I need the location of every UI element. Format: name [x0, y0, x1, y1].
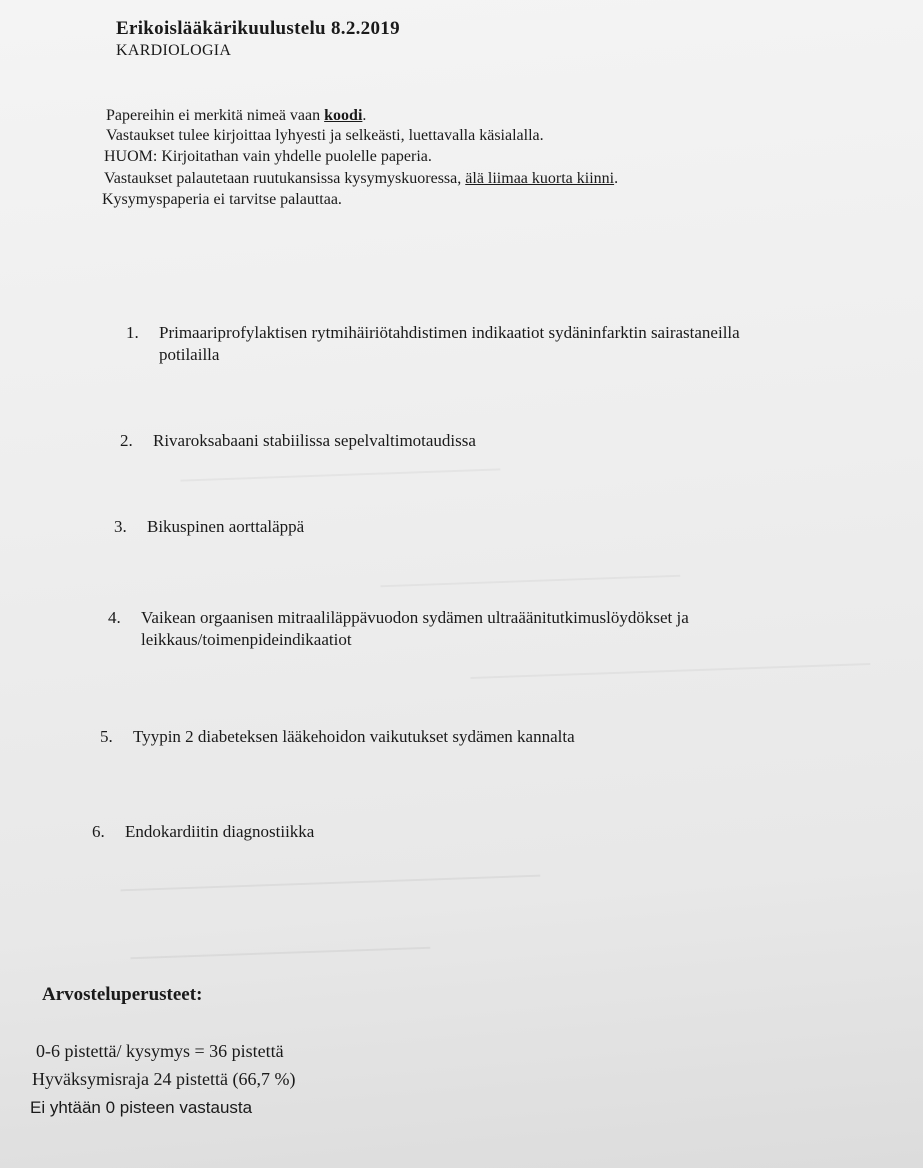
question-6 [92, 821, 314, 843]
question-number: 4. [108, 608, 121, 627]
instruction-line-1-post: . [362, 107, 367, 124]
question-text-line-1: Primaariprofylaktisen rytmihäiriötahdistimen indikaatiot sydäninfarktin sairastaneilla [159, 323, 740, 342]
question-text [159, 322, 740, 366]
instruction-line-1-pre: Papereihin ei merkitä nimeä vaan [106, 107, 325, 124]
instruction-code-word: koodi [324, 107, 363, 124]
page-subtitle: KARDIOLOGIA [116, 42, 232, 59]
question-text [141, 607, 689, 651]
instruction-line-4 [104, 169, 618, 189]
criteria-no-zero: Ei yhtään 0 pisteen vastausta [30, 1098, 253, 1117]
question-5 [100, 726, 575, 748]
instruction-line-4-post: . [614, 170, 619, 187]
question-number: 3. [114, 517, 127, 536]
question-number: 5. [100, 727, 113, 746]
question-number: 1. [126, 323, 139, 342]
question-number: 2. [120, 431, 133, 450]
instruction-line-1 [106, 106, 366, 126]
question-2 [120, 430, 476, 452]
question-text: Endokardiitin diagnostiikka [125, 822, 315, 841]
instruction-dont-seal: älä liimaa kuorta kiinni [465, 170, 615, 187]
question-number: 6. [92, 822, 105, 841]
instruction-line-5: Kysymyspaperia ei tarvitse palauttaa. [102, 191, 342, 208]
question-text: Bikuspinen aorttaläppä [147, 517, 305, 536]
instruction-line-3: HUOM: Kirjoitathan vain yhdelle puolelle paperia. [104, 148, 432, 165]
bleed-through-mark [130, 925, 431, 959]
bleed-through-mark [380, 555, 681, 587]
question-text-line-2: potilailla [159, 345, 220, 364]
bleed-through-mark [120, 853, 541, 892]
question-text: Tyypin 2 diabeteksen lääkehoidon vaikutukset sydämen kannalta [133, 727, 575, 746]
page-title: Erikoislääkärikuulustelu 8.2.2019 [116, 18, 400, 39]
question-text: Rivaroksabaani stabiilissa sepelvaltimotaudissa [153, 431, 476, 450]
criteria-heading: Arvosteluperusteet: [42, 984, 203, 1005]
question-text-line-1: Vaikean orgaanisen mitraaliläppävuodon sydämen ultraäänitutkimuslöydökset ja [141, 608, 689, 627]
criteria-points: 0-6 pistettä/ kysymys = 36 pistettä [36, 1041, 284, 1061]
criteria-pass-limit: Hyväksymisraja 24 pistettä (66,7 %) [32, 1069, 296, 1089]
question-text-line-2: leikkaus/toimenpideindikaatiot [141, 630, 352, 649]
instruction-line-4-pre: Vastaukset palautetaan ruutukansissa kysymyskuoressa, [104, 170, 466, 187]
question-3 [114, 516, 304, 538]
question-1 [126, 322, 740, 366]
question-4 [108, 607, 689, 651]
instruction-line-2: Vastaukset tulee kirjoittaa lyhyesti ja selkeästi, luettavalla käsialalla. [106, 127, 544, 144]
